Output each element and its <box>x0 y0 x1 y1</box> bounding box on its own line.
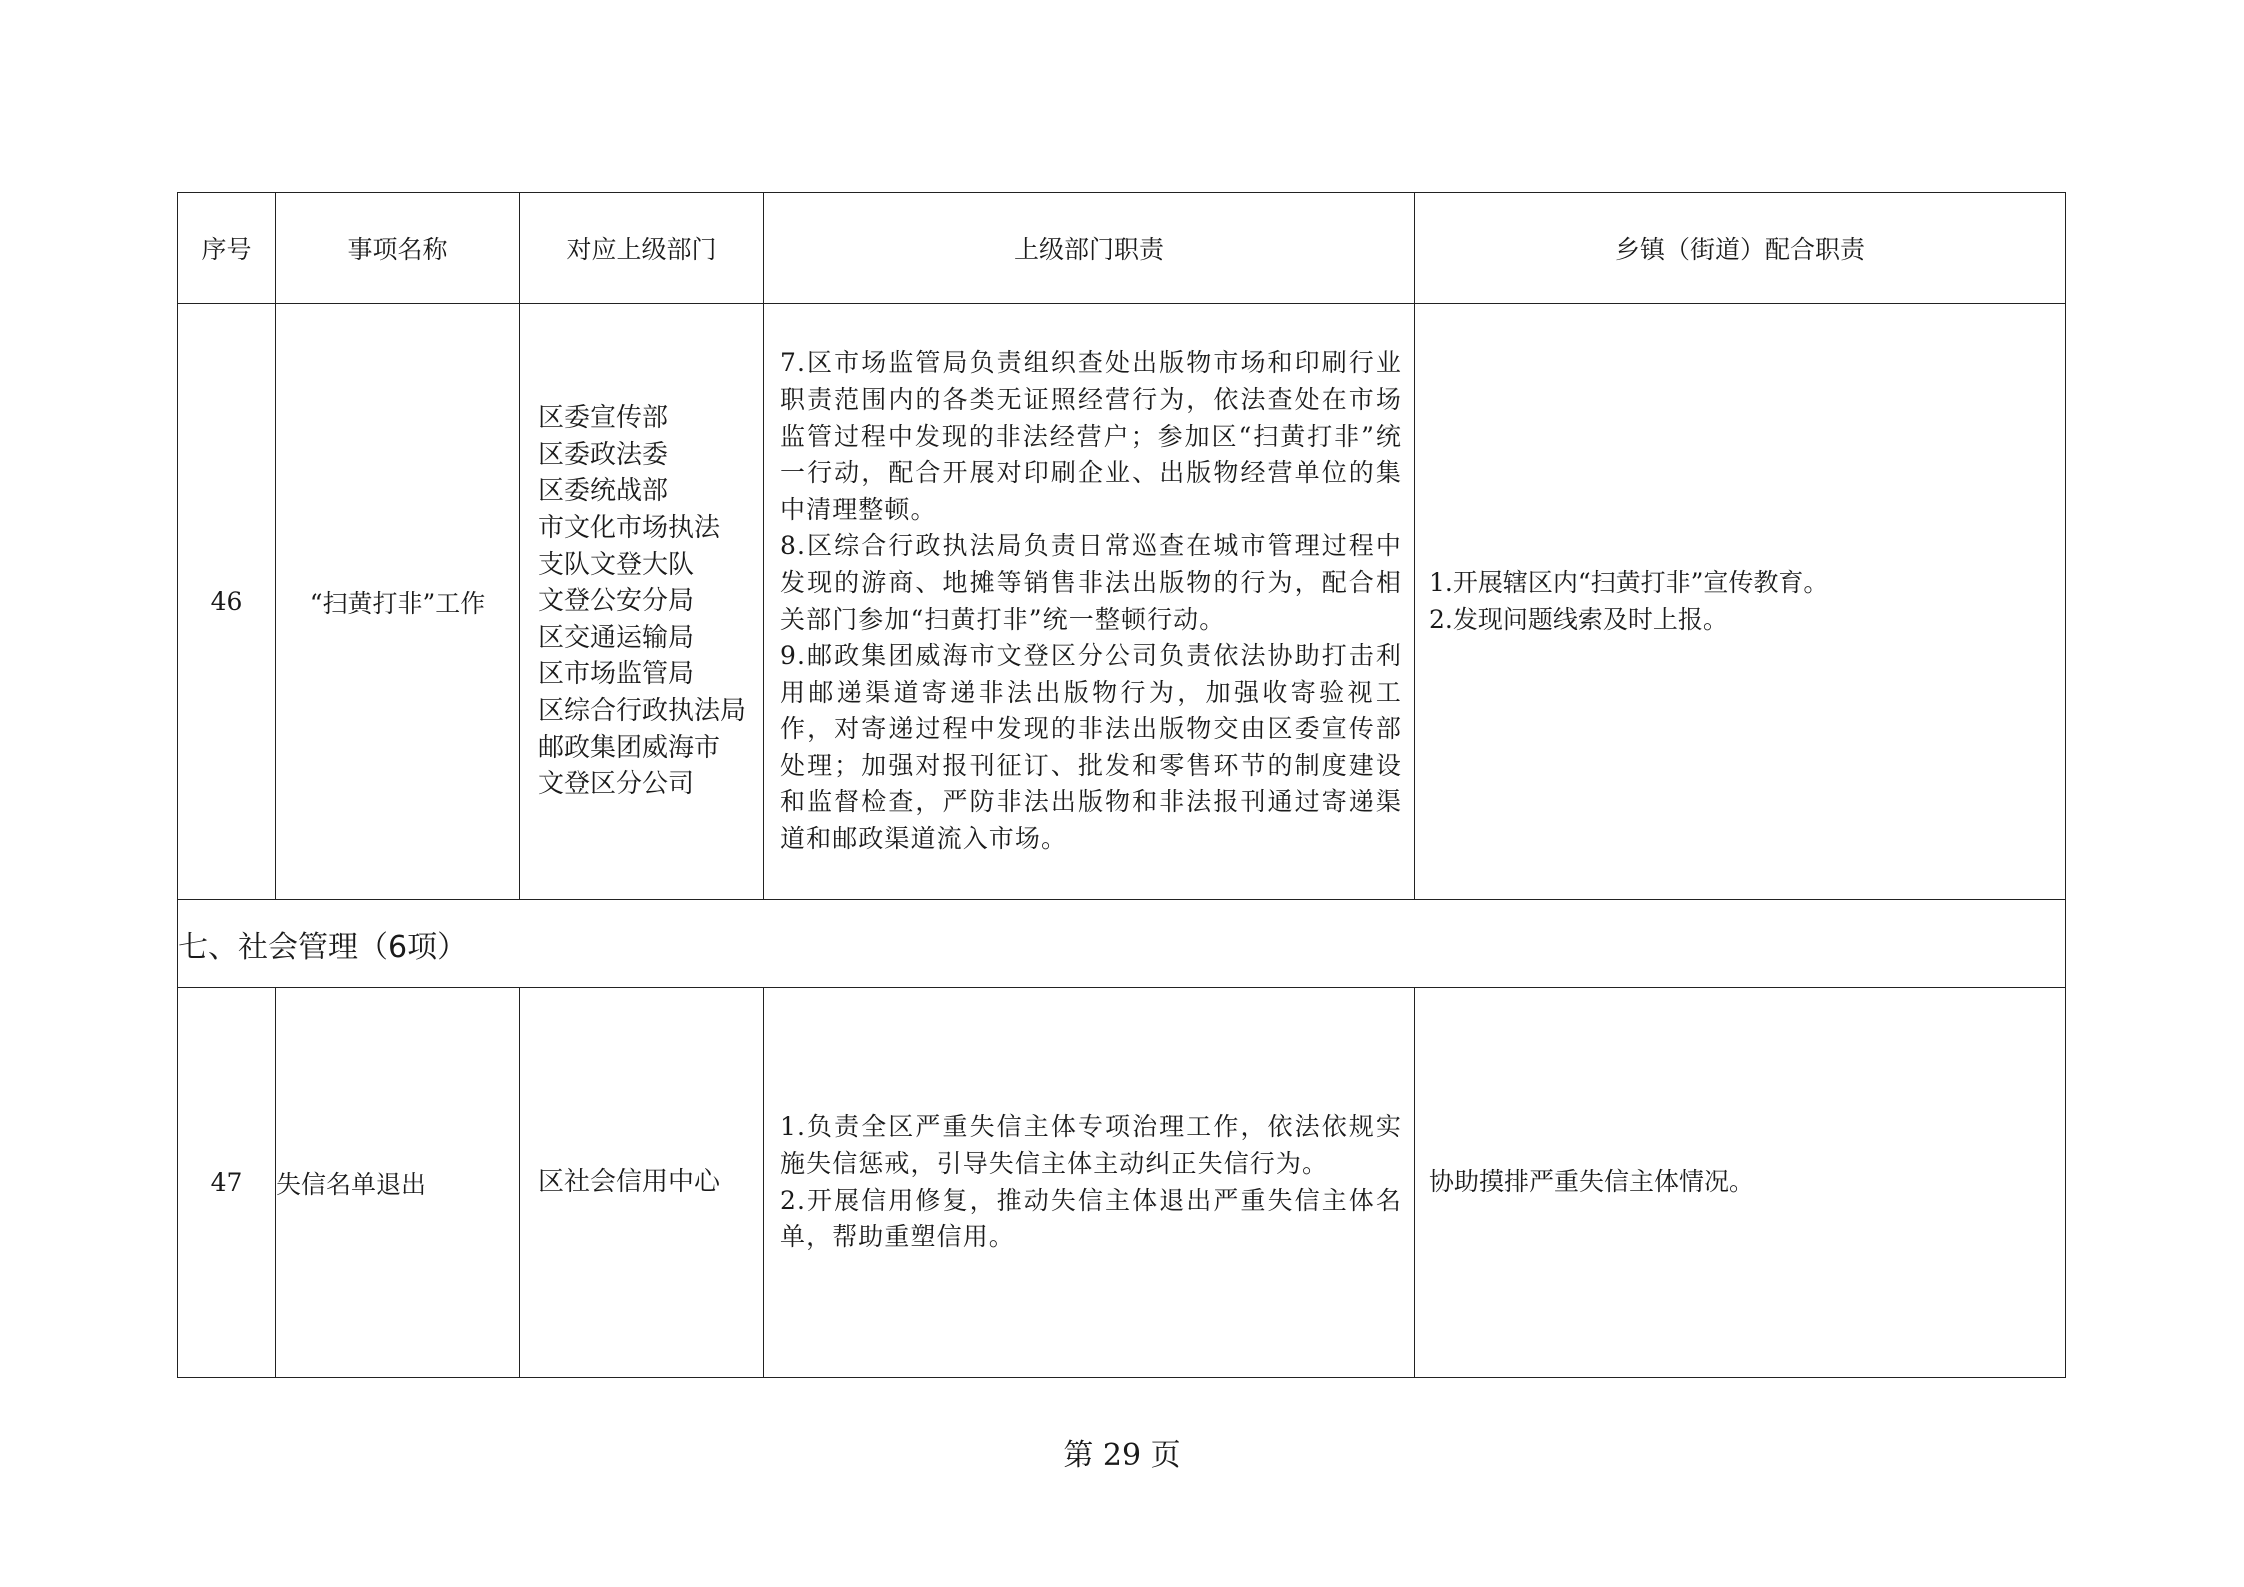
department-item: 区委统战部 <box>538 476 669 507</box>
row-duties <box>764 988 1415 1378</box>
row-no: 46 <box>178 304 276 900</box>
department-item: 区社会信用中心 <box>538 1167 721 1198</box>
row-name: 失信名单退出 <box>276 988 520 1378</box>
row-no: 47 <box>178 988 276 1378</box>
cooperation-item: 1.开展辖区内“扫黄打非”宣传教育。 <box>1429 567 1829 597</box>
header-duties: 上级部门职责 <box>764 193 1415 304</box>
row-departments <box>520 988 764 1378</box>
duty-item: 8.区综合行政执法局负责日常巡查在城市管理过程中发现的游商、地摊等销售非法出版物的行为，配合相关部门参加“扫黄打非”统一整顿行动。 <box>780 531 1402 634</box>
row-cooperation <box>1415 988 2066 1378</box>
department-item: 文登区分公司 <box>538 769 695 800</box>
department-item: 区委政法委 <box>538 439 669 470</box>
duty-table <box>177 192 2066 1378</box>
department-item: 市文化市场执法 <box>538 513 721 544</box>
department-item: 区委宣传部 <box>538 403 669 434</box>
cooperation-item: 2.发现问题线索及时上报。 <box>1429 604 1728 634</box>
header-department: 对应上级部门 <box>520 193 764 304</box>
duty-item: 2.开展信用修复，推动失信主体退出严重失信主体名单，帮助重塑信用。 <box>780 1185 1402 1252</box>
header-name: 事项名称 <box>276 193 520 304</box>
section-heading: 七、社会管理（6项） <box>178 900 2066 988</box>
table-row <box>178 304 2066 900</box>
department-item: 支队文登大队 <box>538 549 695 580</box>
department-item: 区交通运输局 <box>538 622 695 653</box>
cooperation-item: 协助摸排严重失信主体情况。 <box>1429 1167 1755 1197</box>
section-heading-row <box>178 900 2066 988</box>
row-cooperation <box>1415 304 2066 900</box>
duty-item: 1.负责全区严重失信主体专项治理工作，依法依规实施失信惩戒，引导失信主体主动纠正失信行为。 <box>780 1112 1402 1178</box>
department-item: 区综合行政执法局 <box>538 695 747 726</box>
department-item: 文登公安分局 <box>538 586 695 617</box>
duty-item: 7.区市场监管局负责组织查处出版物市场和印刷行业职责范围内的各类无证照经营行为，依法查处在市场监管过程中发现的非法经营户；参加区“扫黄打非”统一行动，配合开展对印刷企业、出版物经营单位的集中清理整顿。 <box>780 348 1402 524</box>
row-duties <box>764 304 1415 900</box>
row-departments <box>520 304 764 900</box>
department-item: 区市场监管局 <box>538 659 695 690</box>
header-no: 序号 <box>178 193 276 304</box>
department-item: 邮政集团威海市 <box>538 732 721 763</box>
page-number: 第 29 页 <box>1063 1438 1181 1473</box>
duty-item: 9.邮政集团威海市文登区分公司负责依法协助打击利用邮递渠道寄递非法出版物行为，加强收寄验视工作，对寄递过程中发现的非法出版物交由区委宣传部处理；加强对报刊征订、批发和零售环节的制度建设和监督检查，严防非法出版物和非法报刊通过寄递渠道和邮政渠道流入市场。 <box>780 641 1402 854</box>
header-cooperation: 乡镇（街道）配合职责 <box>1415 193 2066 304</box>
row-name: “扫黄打非”工作 <box>276 304 520 900</box>
table-header-row <box>178 193 2066 304</box>
table-row <box>178 988 2066 1378</box>
